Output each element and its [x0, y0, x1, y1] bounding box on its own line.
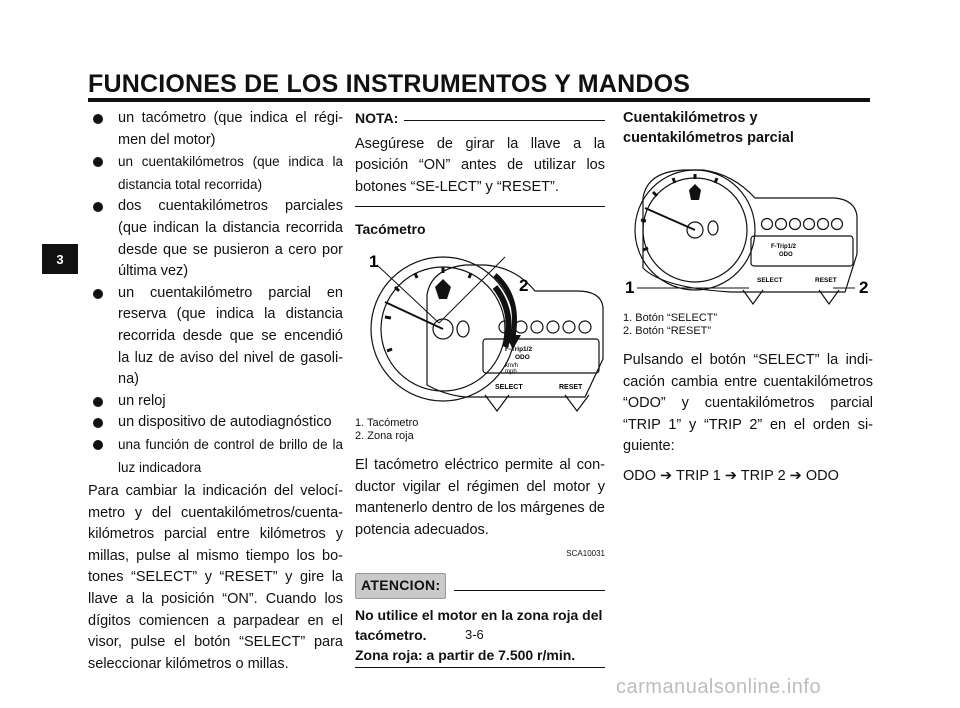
select-button: SELECT	[757, 277, 783, 284]
bullet-icon	[93, 418, 103, 428]
section-title-tachometer: Tacómetro	[355, 221, 426, 238]
note-header	[355, 108, 605, 130]
tachometer-figure	[355, 247, 605, 415]
reset-button: RESET	[559, 383, 583, 391]
bullet-icon	[93, 157, 103, 167]
callout-2: 2	[859, 278, 869, 297]
select-button: SELECT	[495, 383, 523, 391]
odometer-body: Pulsando el botón “SELECT” la indi-cación cambia entre cuentakilómetros “ODO” y cuentakilómetros parcial “TRIP 1” y “TRIP 2” en el orden si-guiente:	[623, 352, 873, 455]
list-item: una función de control de brillo de la luz indicadora	[88, 434, 343, 479]
caption-line: 2. Botón “RESET”	[623, 325, 712, 337]
note-end-rule	[355, 206, 605, 207]
warning-line: Zona roja: a partir de 7.500 r/min.	[355, 646, 576, 663]
caption-line: 1. Botón “SELECT”	[623, 312, 718, 324]
warning-line: No utilice el motor en la zona roja del tacómetro.	[355, 606, 603, 643]
kmh-label: km/h	[505, 362, 519, 369]
page-title: FUNCIONES DE LOS INSTRUMENTOS Y MANDOS	[88, 70, 691, 98]
chapter-tab: 3	[42, 244, 78, 274]
list-item: un tacómetro (que indica el régi-men del motor)	[88, 108, 343, 151]
figure-caption	[623, 312, 873, 338]
bullet-icon	[93, 114, 103, 124]
bullet-icon	[93, 397, 103, 407]
column-3	[623, 108, 873, 488]
mode-sequence: ODO ➔ TRIP 1 ➔ TRIP 2 ➔ ODO	[623, 467, 839, 484]
bullet-icon	[93, 440, 103, 450]
bullet-icon	[93, 289, 103, 299]
callout-2: 2	[519, 275, 529, 295]
list-item: un cuentakilómetros (que indica la distancia total recorrida)	[88, 151, 343, 196]
trip-label: F-Trip1/2	[505, 345, 533, 353]
section-title-odometer: Cuentakilómetros y cuentakilómetros parcial	[623, 110, 794, 146]
list-item: un cuentakilómetro parcial en reserva (que indica la distancia recorrida desde que se encendió la luz de aviso del nivel de gasoli-na)	[88, 283, 343, 391]
watermark: carmanualsonline.info	[616, 676, 822, 698]
attention-rule	[454, 590, 605, 591]
odo-label: ODO	[779, 252, 793, 258]
attention-label: ATENCION:	[355, 573, 446, 599]
column-2	[355, 108, 605, 668]
bullet-icon	[93, 202, 103, 212]
page-number: 3-6	[465, 627, 484, 642]
trip-label: F-Trip1/2	[771, 244, 797, 250]
feature-list	[88, 108, 343, 479]
reset-button: RESET	[815, 277, 837, 284]
list-item: dos cuentakilómetros parciales (que indican la distancia recorrida desde que se pusieron a cero por última vez)	[88, 196, 343, 282]
odo-label: ODO	[515, 353, 530, 361]
units-paragraph: Para cambiar la indicación del velocí-metro y del cuentakilómetros/cuenta-kilómetros parcial entre kilómetros y millas, pulse al mismo tiempo los bo-tones “SELECT” y “RESET” y gire la llave a la posición “ON”. Cuando los dígitos comiencen a parpadear en el visor, pulse el botón “SELECT” para seleccionar kilómetros o millas.	[88, 483, 343, 672]
list-item: un reloj	[88, 391, 343, 413]
title-rule	[88, 98, 870, 102]
column-1	[88, 108, 343, 675]
odometer-figure	[623, 158, 873, 308]
mph-label: mph	[505, 368, 517, 375]
reference-code: SCA10031	[566, 549, 605, 559]
warning-end-rule	[355, 667, 605, 668]
attention-header	[355, 573, 605, 599]
note-text: Asegúrese de girar la llave a la posición “ON” antes de utilizar los botones “SE-LECT” y “RESET”.	[355, 135, 605, 195]
note-label: NOTA:	[355, 110, 399, 126]
list-item: un dispositivo de autodiagnóstico	[88, 412, 343, 434]
tachometer-body: El tacómetro eléctrico permite al con-ductor vigilar el régimen del motor y mantenerlo dentro de los márgenes de potencia adecuados.	[355, 456, 605, 538]
note-rule	[404, 120, 605, 121]
caption-line: 2. Zona roja	[355, 429, 414, 442]
figure-caption	[355, 417, 605, 443]
callout-1: 1	[369, 251, 379, 271]
caption-line: 1. Tacómetro	[355, 416, 419, 429]
callout-1: 1	[625, 278, 635, 297]
